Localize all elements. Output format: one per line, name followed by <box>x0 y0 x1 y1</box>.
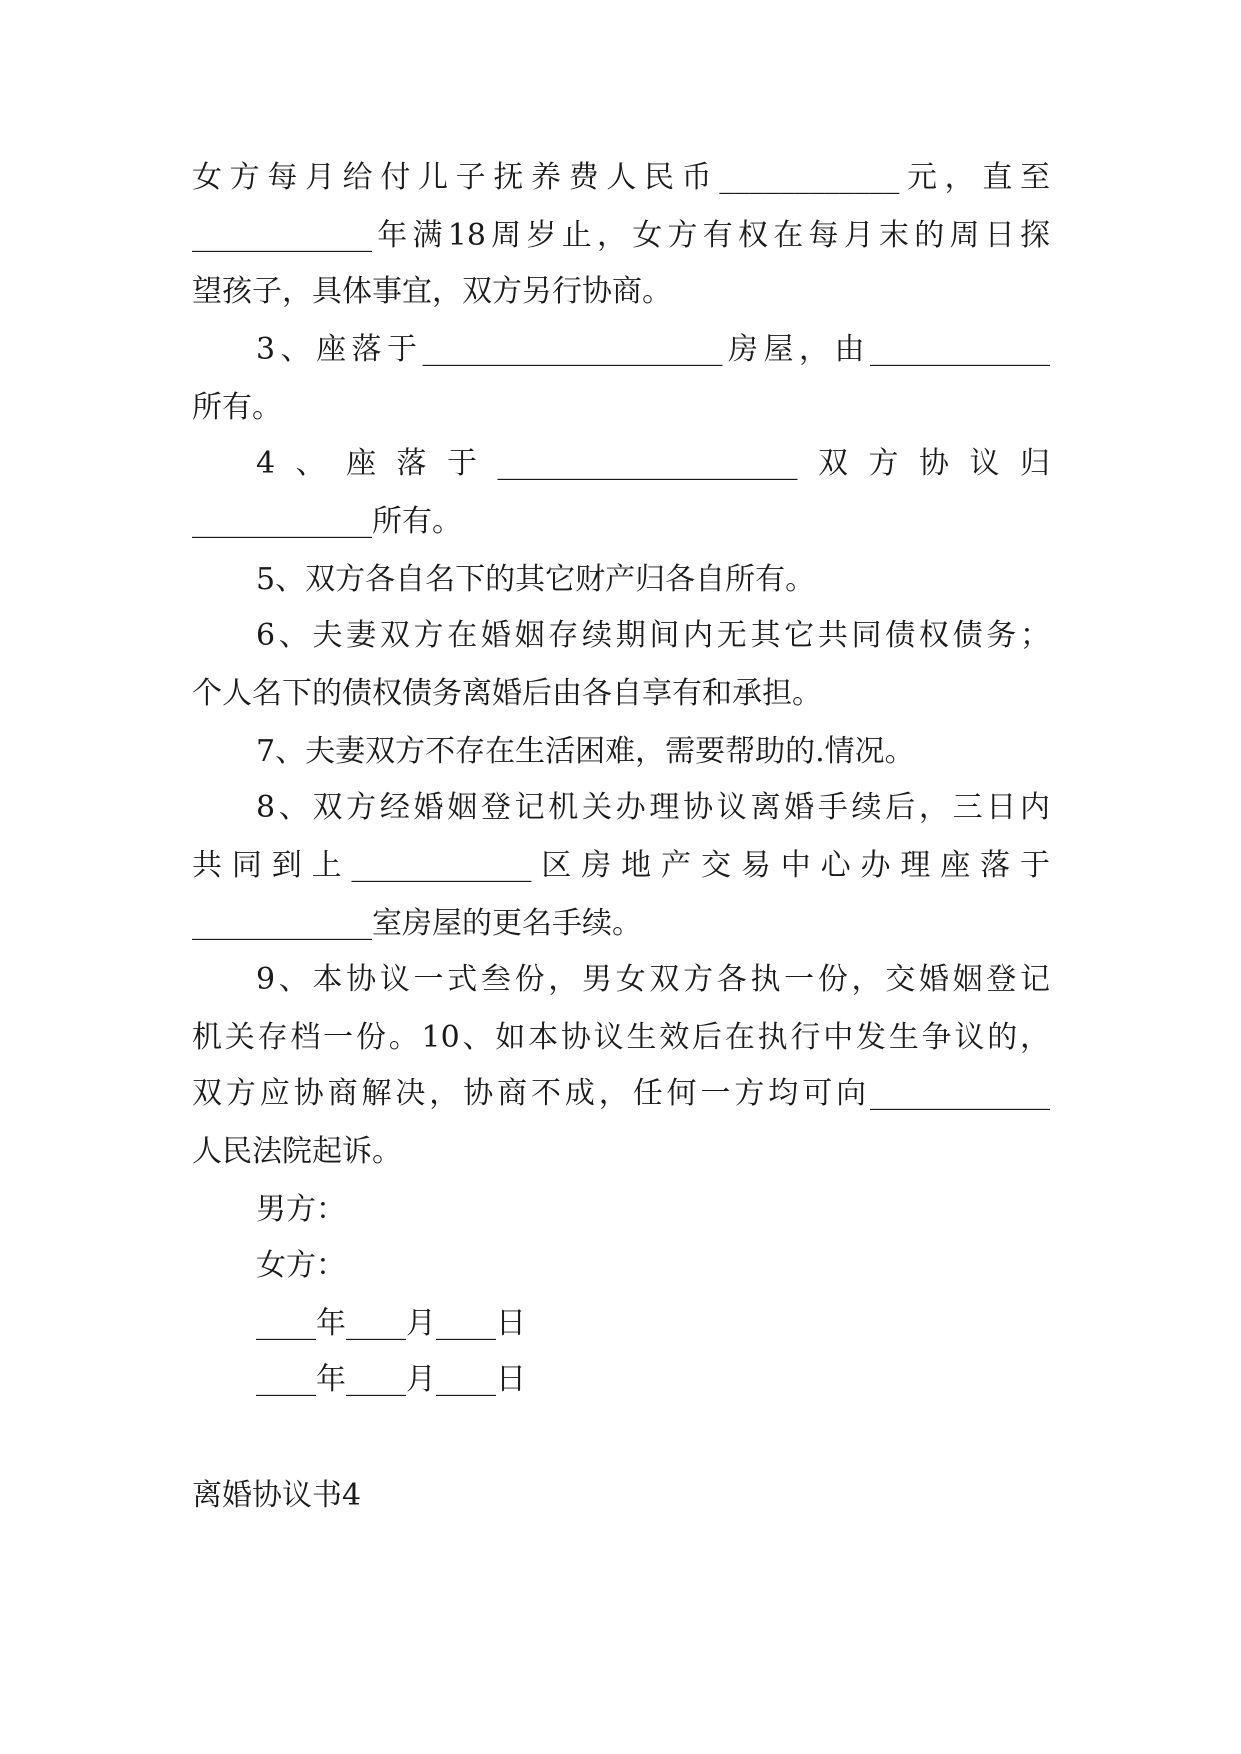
text-line-1: 女方每月给付儿子抚养费人民币____________元，直至 <box>192 160 1050 195</box>
text-line-4: 3、座落于____________________房屋，由____________ <box>256 332 1050 367</box>
text-line-5: 所有。 <box>192 390 282 425</box>
text-line-8: 5、双方各自名下的其它财产归各自所有。 <box>256 562 816 597</box>
date-line-2: ____年____月____日 <box>256 1362 526 1397</box>
text-line-14: ____________室房屋的更名手续。 <box>192 906 642 941</box>
date-line-1: ____年____月____日 <box>256 1306 526 1341</box>
text-line-18: 人民法院起诉。 <box>192 1134 402 1169</box>
text-line-12: 8、双方经婚姻登记机关办理协议离婚手续后，三日内 <box>256 790 1050 825</box>
text-line-17: 双方应协商解决，协商不成，任何一方均可向____________ <box>192 1076 1050 1111</box>
text-line-6: 4、座落于____________________双方协议归 <box>256 446 1050 481</box>
text-line-13: 共同到上____________区房地产交易中心办理座落于 <box>192 848 1050 883</box>
text-line-15: 9、本协议一式叁份，男女双方各执一份，交婚姻登记 <box>256 962 1050 997</box>
signature-male: 男方： <box>256 1192 346 1227</box>
text-line-2: ____________年满18周岁止，女方有权在每月末的周日探 <box>192 218 1050 253</box>
text-line-3: 望孩子，具体事宜，双方另行协商。 <box>192 274 672 309</box>
signature-female: 女方： <box>256 1248 346 1283</box>
text-line-11: 7、夫妻双方不存在生活困难，需要帮助的.情况。 <box>256 734 915 769</box>
text-line-16: 机关存档一份。10、如本协议生效后在执行中发生争议的， <box>192 1020 1050 1055</box>
text-line-9: 6、夫妻双方在婚姻存续期间内无其它共同债权债务； <box>256 618 1050 653</box>
text-line-10: 个人名下的债权债务离婚后由各自享有和承担。 <box>192 676 822 711</box>
section-title: 离婚协议书4 <box>192 1478 362 1513</box>
text-line-7: ____________所有。 <box>192 504 462 539</box>
